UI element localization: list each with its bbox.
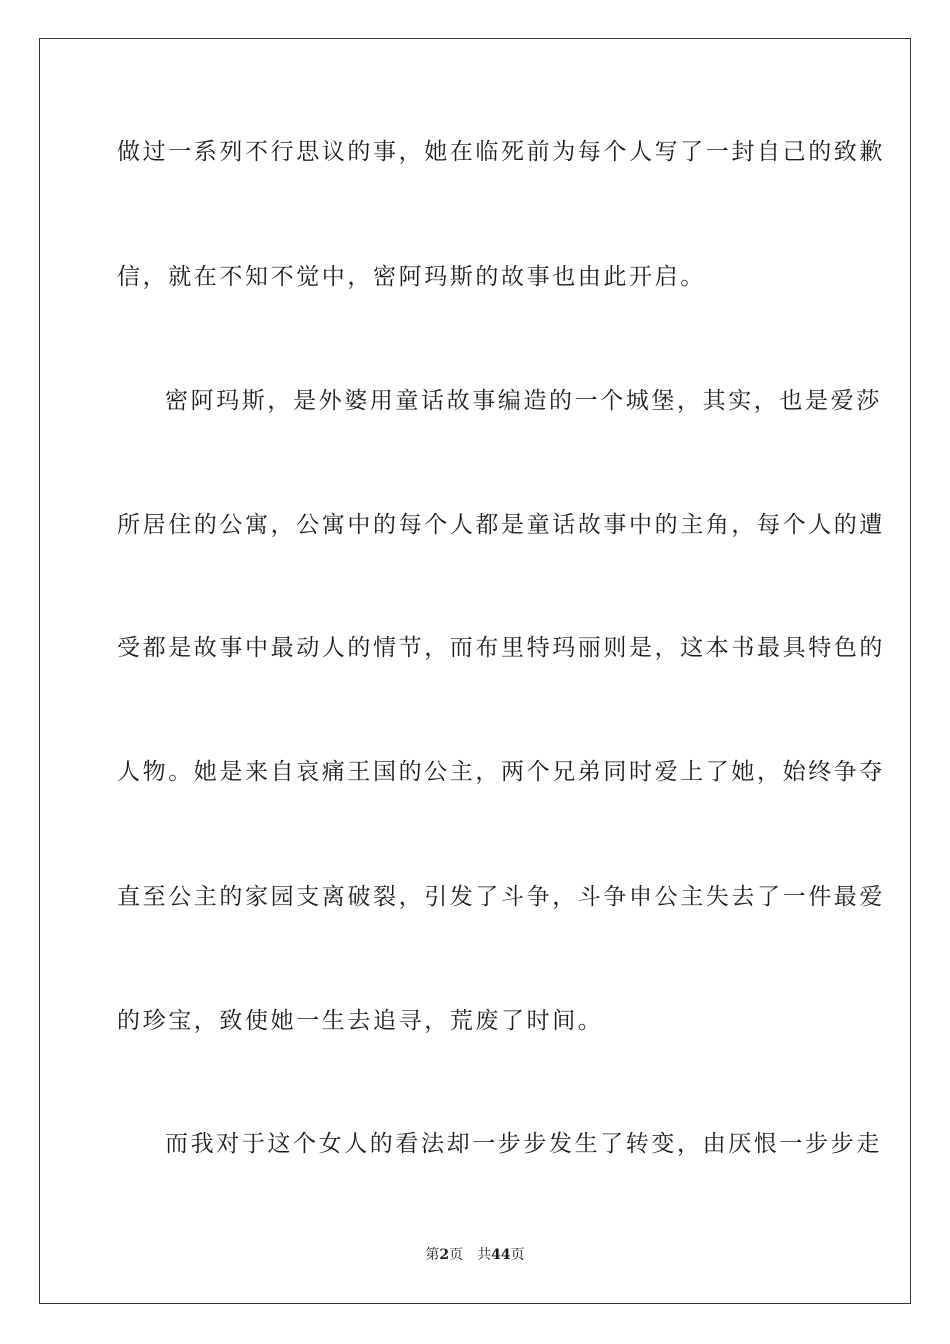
total-pages: 44	[491, 1247, 511, 1263]
page-suffix: 页	[449, 1247, 464, 1263]
total-prefix: 共	[477, 1247, 492, 1263]
total-suffix: 页	[510, 1247, 525, 1263]
text-line-8: 的珍宝，致使她一生去追寻，荒废了时间。	[117, 1008, 604, 1034]
text-line-5: 受都是故事中最动人的情节，而布里特玛丽则是，这本书最具特色的	[117, 635, 885, 661]
text-line-4: 所居住的公寓，公寓中的每个人都是童话故事中的主角，每个人的遭	[117, 512, 885, 538]
text-line-6: 人物。她是来自哀痛王国的公主，两个兄弟同时爱上了她，始终争夺	[117, 759, 885, 785]
text-line-7: 直至公主的家园支离破裂，引发了斗争，斗争申公主失去了一件最爱	[117, 884, 885, 910]
page-prefix: 第	[425, 1247, 440, 1263]
text-line-3: 密阿玛斯，是外婆用童话故事编造的一个城堡，其实，也是爱莎	[165, 388, 882, 414]
page-border	[39, 38, 911, 1304]
page-number: 2	[439, 1247, 450, 1263]
text-line-9: 而我对于这个女人的看法却一步步发生了转变，由厌恨一步步走	[165, 1131, 882, 1157]
text-line-2: 信，就在不知不觉中，密阿玛斯的故事也由此开启。	[117, 264, 706, 290]
page-footer	[0, 1246, 950, 1264]
text-line-1: 做过一系列不行思议的事，她在临死前为每个人写了一封自己的致歉	[117, 139, 885, 165]
